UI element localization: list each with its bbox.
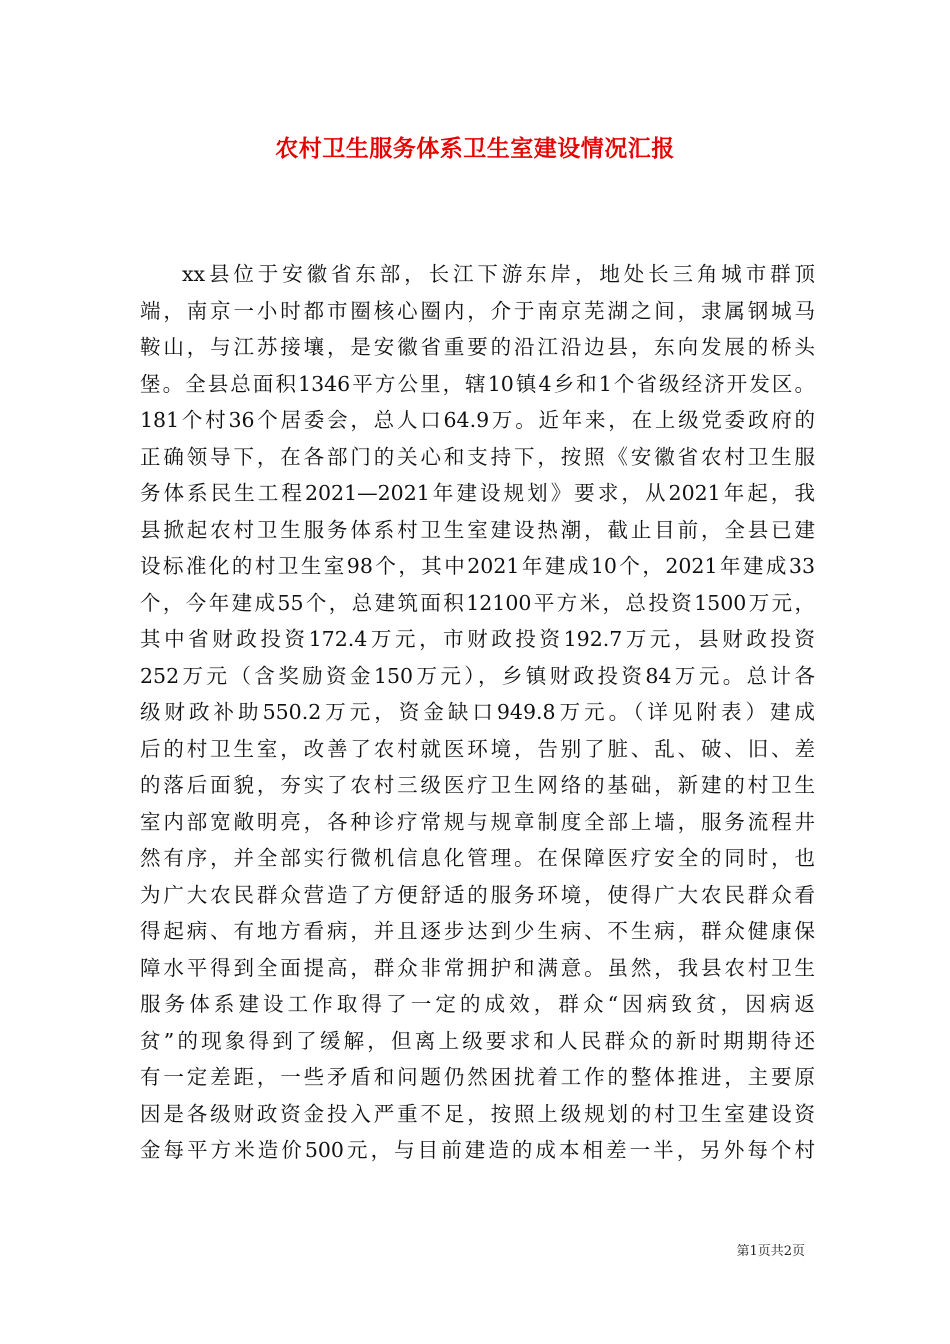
- paragraph-line: 服务体系建设工作取得了一定的成效，群众“因病致贫，因病返: [140, 992, 815, 1016]
- paragraph-line: 其中省财政投资172.4万元，市财政投资192.7万元，县财政投资: [140, 627, 815, 651]
- paragraph-line: 鞍山，与江苏接壤，是安徽省重要的沿江沿边县，东向发展的桥头: [140, 335, 815, 359]
- paragraph-line: xx县位于安徽省东部，长江下游东岸，地处长三角城市群顶: [182, 262, 815, 286]
- paragraph-line: 后的村卫生室，改善了农村就医环境，告别了脏、乱、破、旧、差: [140, 736, 815, 761]
- paragraph-line: 级财政补助550.2万元，资金缺口949.8万元。（详见附表）建成: [140, 700, 815, 724]
- paragraph-line: 为广大农民群众营造了方便舒适的服务环境，使得广大农民群众看: [140, 882, 815, 907]
- page-number: 第1页共2页: [736, 1244, 805, 1259]
- paragraph-line: 堡。全县总面积1346平方公里，辖10镇4乡和1个省级经济开发区。: [140, 371, 815, 396]
- paragraph-line: 障水平得到全面提高，群众非常拥护和满意。虽然，我县农村卫生: [140, 955, 815, 980]
- paragraph-line: 金每平方米造价500元，与目前建造的成本相差一半，另外每个村: [140, 1138, 815, 1162]
- paragraph-line: 贫”的现象得到了缓解，但离上级要求和人民群众的新时期期待还: [140, 1028, 815, 1053]
- paragraph-line: 有一定差距，一些矛盾和问题仍然困扰着工作的整体推进，主要原: [140, 1065, 815, 1089]
- body-paragraph: [140, 256, 815, 1169]
- paragraph-line: 181个村36个居委会，总人口64.9万。近年来，在上级党委政府的: [140, 408, 815, 432]
- paragraph-line: 县掀起农村卫生服务体系村卫生室建设热潮，截止目前，全县已建: [140, 517, 815, 542]
- paragraph-line: 务体系民生工程2021—2021年建设规划》要求，从2021年起，我: [140, 481, 815, 505]
- paragraph-line: 设标准化的村卫生室98个，其中2021年建成10个，2021年建成33: [140, 554, 815, 578]
- paragraph-line: 因是各级财政资金投入严重不足，按照上级规划的村卫生室建设资: [140, 1101, 815, 1126]
- paragraph-line: 得起病、有地方看病，并且逐步达到少生病、不生病，群众健康保: [140, 919, 815, 943]
- paragraph-line: 正确领导下，在各部门的关心和支持下，按照《安徽省农村卫生服: [140, 444, 815, 469]
- paragraph-line: 个，今年建成55个，总建筑面积12100平方米，总投资1500万元，: [140, 590, 815, 615]
- paragraph-line: 室内部宽敞明亮，各种诊疗常规与规章制度全部上墙，服务流程井: [140, 809, 815, 834]
- paragraph-line: 的落后面貌，夯实了农村三级医疗卫生网络的基础，新建的村卫生: [140, 773, 815, 797]
- paragraph-line: 然有序，并全部实行微机信息化管理。在保障医疗安全的同时，也: [140, 846, 815, 870]
- document-title: 农村卫生服务体系卫生室建设情况汇报: [275, 135, 675, 162]
- paragraph-line: 端，南京一小时都市圈核心圈内，介于南京芜湖之间，隶属钢城马: [140, 298, 815, 323]
- paragraph-line: 252万元（含奖励资金150万元），乡镇财政投资84万元。总计各: [140, 663, 815, 688]
